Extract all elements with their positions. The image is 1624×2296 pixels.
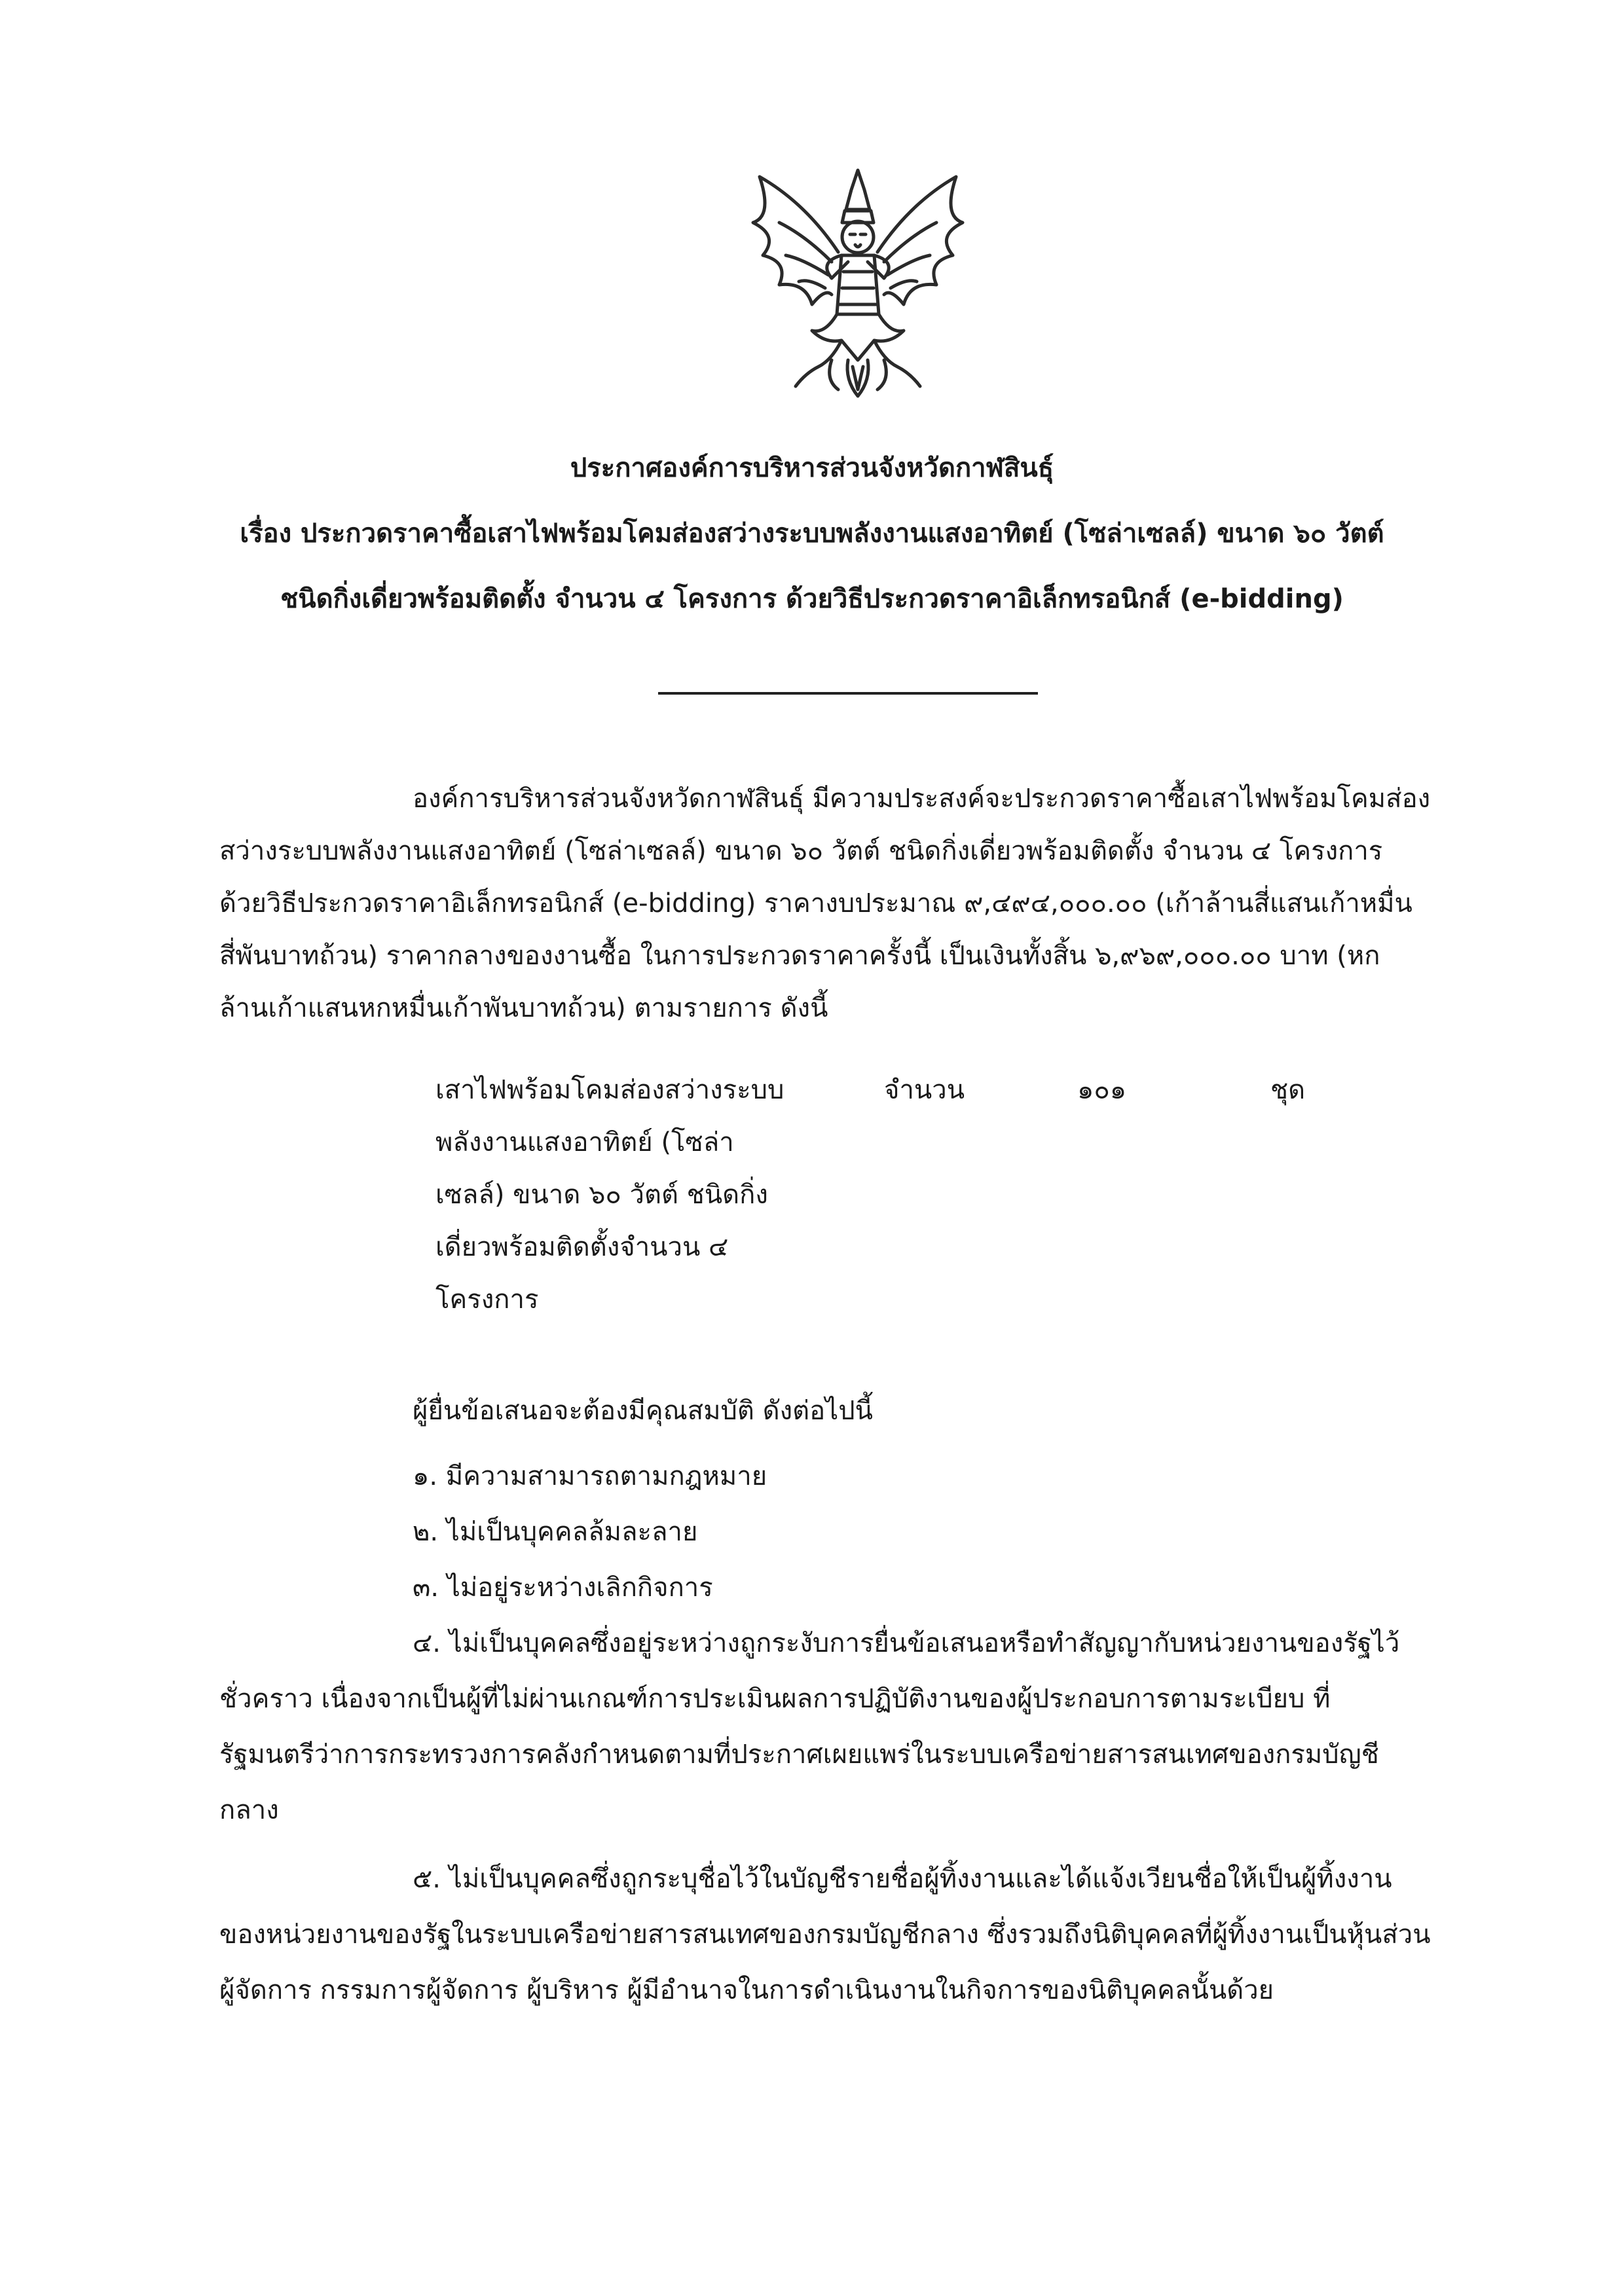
qualifications-heading: ผู้ยื่นข้อเสนอจะต้องมีคุณสมบัติ ดังต่อไปนี้ [413, 1396, 873, 1426]
intro-line: สี่พันบาทถ้วน) ราคากลางของงานซื้อ ในการประกวดราคาครั้งนี้ เป็นเงินทั้งสิ้น ๖,๙๖๙,๐๐๐.๐๐ บาท (หก [219, 941, 1380, 971]
announcement-subject-line-2: ชนิดกิ่งเดี่ยวพร้อมติดตั้ง จำนวน ๔ โครงการ ด้วยวิธีประกวดราคาอิเล็กทรอนิกส์ (e-bidding) [280, 584, 1344, 614]
item-unit: ชุด [1270, 1075, 1306, 1105]
qualification-item: ๓. ไม่อยู่ระหว่างเลิกกิจการ [413, 1573, 713, 1603]
qualification-continuation: ชั่วคราว เนื่องจากเป็นผู้ที่ไม่ผ่านเกณฑ์การประเมินผลการปฏิบัติงานของผู้ประกอบการตามระเบียบ ที่ [219, 1684, 1331, 1714]
heading-divider [658, 692, 1038, 695]
garuda-emblem-icon [733, 164, 982, 399]
item-description-line: เซลล์) ขนาด ๖๐ วัตต์ ชนิดกิ่ง [435, 1180, 768, 1210]
item-description-line: โครงการ [435, 1285, 539, 1315]
qualification-continuation: กลาง [219, 1795, 279, 1825]
item-quantity: ๑๐๑ [1077, 1075, 1127, 1105]
qualification-continuation: ผู้จัดการ กรรมการผู้จัดการ ผู้บริหาร ผู้มีอำนาจในการดำเนินงานในกิจการของนิติบุคคลนั้นด้วย [219, 1975, 1274, 2005]
announcement-subject-line-1: เรื่อง ประกวดราคาซื้อเสาไฟพร้อมโคมส่องสว่างระบบพลังงานแสงอาทิตย์ (โซล่าเซลล์) ขนาด ๖๐ วัตต์ [240, 519, 1384, 549]
intro-line: ด้วยวิธีประกวดราคาอิเล็กทรอนิกส์ (e-bidding) ราคางบประมาณ ๙,๔๙๔,๐๐๐.๐๐ (เก้าล้านสี่แสนเก้าหมื่น [219, 888, 1412, 919]
announcement-issuer: ประกาศองค์การบริหารส่วนจังหวัดกาฬสินธุ์ [570, 453, 1054, 483]
item-quantity-label: จำนวน [884, 1075, 965, 1105]
item-description-line: พลังงานแสงอาทิตย์ (โซล่า [435, 1127, 734, 1157]
qualification-item: ๔. ไม่เป็นบุคคลซึ่งอยู่ระหว่างถูกระงับการยื่นข้อเสนอหรือทำสัญญากับหน่วยงานของรัฐไว้ [413, 1628, 1400, 1658]
qualification-item: ๕. ไม่เป็นบุคคลซึ่งถูกระบุชื่อไว้ในบัญชีรายชื่อผู้ทิ้งงานและได้แจ้งเวียนชื่อให้เป็นผู้ทิ้งงาน [413, 1864, 1392, 1894]
qualification-continuation: รัฐมนตรีว่าการกระทรวงการคลังกำหนดตามที่ประกาศเผยแพร่ในระบบเครือข่ายสารสนเทศของกรมบัญชี [219, 1740, 1379, 1770]
item-description-line: เสาไฟพร้อมโคมส่องสว่างระบบ [435, 1075, 784, 1105]
qualification-continuation: ของหน่วยงานของรัฐในระบบเครือข่ายสารสนเทศของกรมบัญชีกลาง ซึ่งรวมถึงนิติบุคคลที่ผู้ทิ้งงานเป็นหุ้นส่วน [219, 1920, 1431, 1950]
intro-line: องค์การบริหารส่วนจังหวัดกาฬสินธุ์ มีความประสงค์จะประกวดราคาซื้อเสาไฟพร้อมโคมส่อง [413, 784, 1431, 814]
item-description-line: เดี่ยวพร้อมติดตั้งจำนวน ๔ [435, 1232, 729, 1262]
qualification-item: ๑. มีความสามารถตามกฎหมาย [413, 1461, 767, 1491]
intro-line: สว่างระบบพลังงานแสงอาทิตย์ (โซล่าเซลล์) ขนาด ๖๐ วัตต์ ชนิดกิ่งเดี่ยวพร้อมติดตั้ง จำนวน ๔ โครงการ [219, 836, 1383, 866]
intro-line: ล้านเก้าแสนหกหมื่นเก้าพันบาทถ้วน) ตามรายการ ดังนี้ [219, 993, 828, 1023]
qualification-item: ๒. ไม่เป็นบุคคลล้มละลาย [413, 1517, 698, 1547]
